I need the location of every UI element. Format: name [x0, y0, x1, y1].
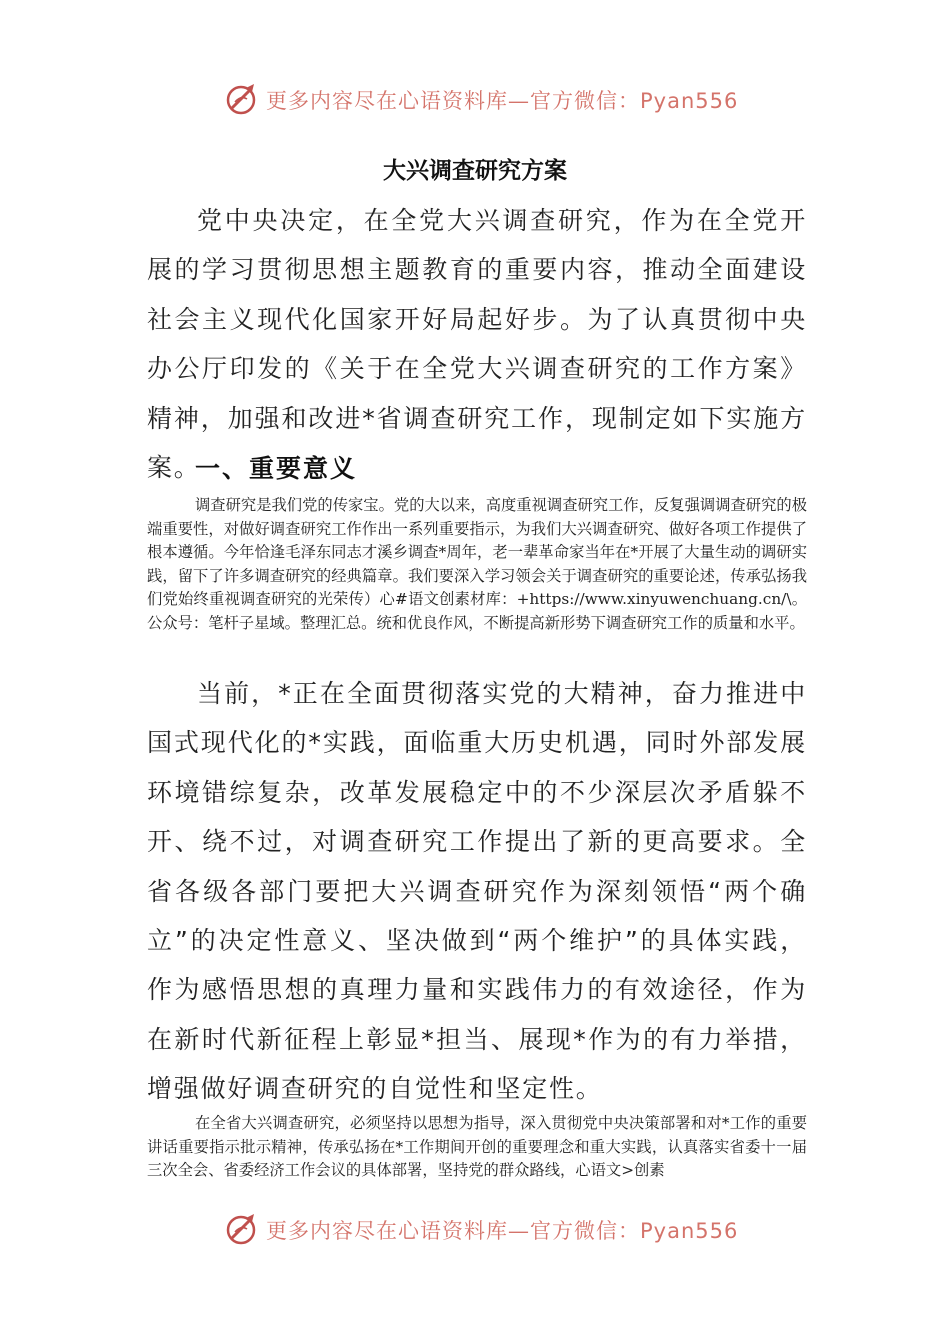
significance-paragraph: 调查研究是我们党的传家宝。党的大以来，高度重视调查研究工作，反复强调调查研究的极端重要性，对做好调查研究工作作出一系列重要指示，为我们大兴调查研究、做好各项工作提供了根本遵循。今年恰逢毛泽东同志才溪乡调查*周年，老一辈革命家当年在*开展了大量生动的调研实践，留下了许多调查研究的经典篇章。我们要深入学习领会关于调查研究的重要论述，传承弘扬我们党始终重视调查研究的光荣传）心#语文创素材库：+https://www.xinyuwenchuang.cn/\。公众号：笔杆子星域。整理汇总。统和优良作风，不断提高新形势下调查研究工作的质量和水平。 [147, 496, 807, 632]
pen-logo-icon [224, 1212, 260, 1248]
banner-text: 更多内容尽在心语资料库—官方微信：Pyan556 [266, 1219, 739, 1243]
document-title: 大兴调查研究方案 [383, 157, 567, 184]
footer-watermark-banner [224, 1210, 738, 1250]
banner-text: 更多内容尽在心语资料库—官方微信：Pyan556 [266, 89, 739, 113]
current-situation-paragraph: 当前，*正在全面贯彻落实党的大精神，奋力推进中国式现代化的*实践，面临重大历史机遇，同时外部发展环境错综复杂，改革发展稳定中的不少深层次矛盾躲不开、绕不过，对调查研究工作提出了新的更高要求。全省各级各部门要把大兴调查研究作为深刻领悟“两个确立”的决定性意义、坚决做到“两个维护”的具体实践，作为感悟思想的真理力量和实践伟力的有效途径，作为在新时代新征程上彰显*担当、展现*作为的有力举措，增强做好调查研究的自觉性和坚定性。 [147, 679, 807, 1104]
pen-logo-icon [224, 82, 260, 118]
intro-paragraph: 党中央决定，在全党大兴调查研究，作为在全党开展的学习贯彻思想主题教育的重要内容，推动全面建设社会主义现代化国家开好局起好步。为了认真贯彻中央办公厅印发的《关于在全党大兴调查研究的工作方案》精神，加强和改进*省调查研究工作，现制定如下实施方案。 [147, 206, 807, 483]
section-heading: 一、重要意义 [195, 454, 358, 483]
header-watermark-banner [224, 80, 738, 120]
guidance-paragraph: 在全省大兴调查研究，必须坚持以思想为指导，深入贯彻党中央决策部署和对*工作的重要讲话重要指示批示精神，传承弘扬在*工作期间开创的重要理念和重大实践，认真落实省委十一届三次全会、省委经济工作会议的具体部署，坚持党的群众路线，心语文>创素 [147, 1114, 807, 1180]
